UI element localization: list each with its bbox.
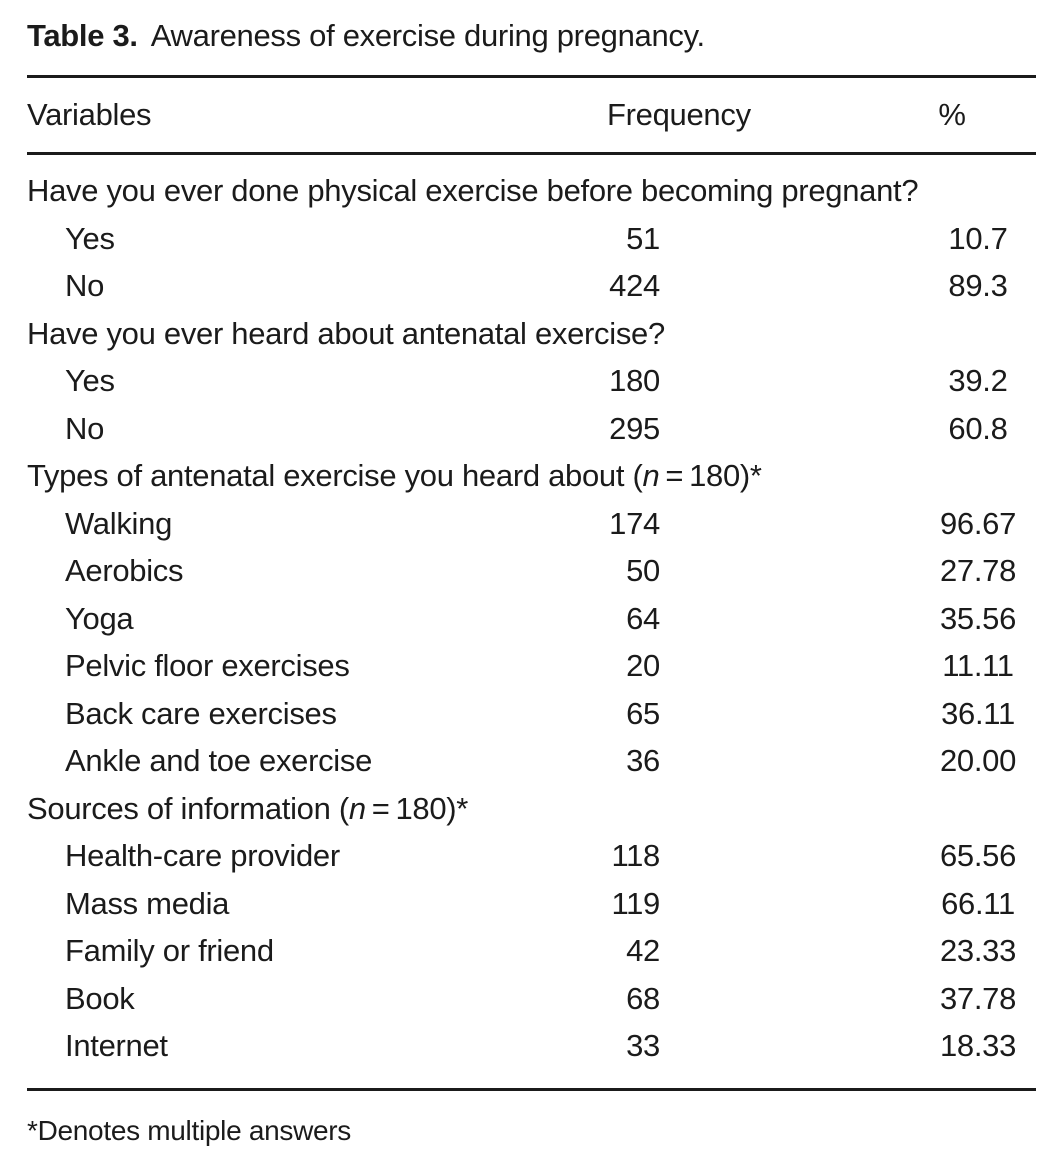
variable-cell: [27, 880, 527, 928]
table-footnote: *Denotes multiple answers: [27, 1114, 351, 1146]
section-header-row: [27, 785, 1036, 833]
table-row: [27, 1022, 1036, 1089]
percent-cell: [747, 595, 1036, 643]
percent-cell: [747, 927, 1036, 975]
frequency-cell: [527, 595, 747, 643]
table-caption: [27, 16, 1036, 56]
variable-cell: [27, 595, 527, 643]
percent-value: 37.78: [939, 980, 1017, 1016]
frequency-cell: [527, 500, 747, 548]
frequency-cell: [527, 262, 747, 310]
percent-cell: [747, 500, 1036, 548]
table-row: [27, 690, 1036, 738]
variable-label: Yoga: [65, 600, 134, 636]
frequency-value: 50: [626, 553, 660, 588]
percent-cell: [747, 215, 1036, 263]
frequency-cell: [527, 215, 747, 263]
variable-cell: [27, 215, 527, 263]
section-header-cell: [27, 154, 1036, 215]
table-header: [27, 77, 1036, 154]
frequency-cell: [527, 357, 747, 405]
percent-value: 23.33: [939, 933, 1017, 968]
percent-value: 11.11: [942, 648, 1014, 683]
section-header-cell: [27, 785, 1036, 833]
variable-cell: [27, 690, 527, 738]
table-row: [27, 500, 1036, 548]
frequency-cell: [527, 880, 747, 928]
frequency-cell: [527, 975, 747, 1023]
variable-label: Health-care provider: [65, 838, 340, 873]
variable-cell: [27, 262, 527, 310]
section-header-row: [27, 310, 1036, 358]
table-row: [27, 405, 1036, 453]
percent-cell: [747, 642, 1036, 690]
variable-cell: [27, 642, 527, 690]
section-header-label: Sources of information (: [27, 790, 349, 826]
percent-value: 10.7: [948, 220, 1008, 256]
column-header-percent: [747, 77, 1036, 154]
variable-label: Internet: [65, 1028, 168, 1063]
frequency-value: 36: [626, 743, 660, 778]
frequency-value: 174: [609, 505, 660, 541]
column-header-frequency: [527, 77, 751, 154]
column-header-frequency-label: Frequency: [607, 97, 751, 132]
table-row: [27, 737, 1036, 785]
percent-cell: [747, 547, 1036, 595]
section-header-label: Types of antenatal exercise you heard about (: [27, 458, 643, 493]
variable-label: Book: [65, 980, 135, 1016]
percent-value: 60.8: [948, 410, 1008, 446]
section-header-label: Have you ever done physical exercise before becoming pregnant?: [27, 173, 919, 208]
section-header-cell: [27, 452, 1036, 500]
column-header-percent-label: %: [938, 97, 966, 132]
frequency-value: 64: [626, 600, 660, 636]
frequency-cell: [527, 832, 747, 880]
variable-label: Back care exercises: [65, 695, 337, 731]
percent-cell: [747, 405, 1036, 453]
table-row: [27, 547, 1036, 595]
variable-label: Yes: [65, 363, 115, 398]
percent-value: 35.56: [939, 600, 1017, 636]
variable-label: Mass media: [65, 885, 230, 921]
variable-cell: [27, 547, 527, 595]
frequency-value: 20: [626, 648, 660, 683]
variable-cell: [27, 1022, 527, 1089]
frequency-cell: [527, 1022, 747, 1089]
variable-label: No: [65, 410, 105, 446]
variable-cell: [27, 927, 527, 975]
table-body: [27, 154, 1036, 1090]
section-header-row: [27, 452, 1036, 500]
frequency-cell: [527, 690, 747, 738]
variable-cell: [27, 357, 527, 405]
variable-cell: [27, 737, 527, 785]
section-header-label-post: = 180)*: [659, 458, 762, 493]
variable-cell: [27, 405, 527, 453]
frequency-value: 68: [626, 980, 660, 1016]
percent-value: 66.11: [941, 885, 1015, 921]
table-row: [27, 880, 1036, 928]
percent-cell: [747, 975, 1036, 1023]
percent-value: 39.2: [948, 363, 1008, 398]
table-row: [27, 357, 1036, 405]
frequency-value: 42: [626, 933, 660, 968]
frequency-cell: [527, 547, 747, 595]
header-row: [27, 77, 1036, 154]
percent-cell: [747, 357, 1036, 405]
percent-cell: [747, 832, 1036, 880]
frequency-cell: [527, 405, 747, 453]
variable-label: Aerobics: [65, 553, 184, 588]
frequency-value: 51: [626, 220, 660, 256]
percent-cell: [747, 1022, 1036, 1089]
table-row: [27, 642, 1036, 690]
percent-value: 65.56: [939, 838, 1017, 873]
table-title-text: Awareness of exercise during pregnancy.: [150, 18, 705, 53]
percent-cell: [747, 880, 1036, 928]
percent-cell: [747, 737, 1036, 785]
percent-value: 20.00: [939, 743, 1017, 778]
table-row: [27, 927, 1036, 975]
variable-cell: [27, 500, 527, 548]
table-row: [27, 595, 1036, 643]
frequency-value: 180: [609, 363, 660, 398]
frequency-value: 65: [626, 695, 660, 731]
table-row: [27, 975, 1036, 1023]
frequency-value: 33: [626, 1028, 660, 1063]
n-symbol: n: [642, 458, 660, 493]
percent-value: 96.67: [939, 505, 1017, 541]
table-row: [27, 832, 1036, 880]
percent-value: 36.11: [941, 695, 1015, 731]
n-symbol: n: [348, 790, 366, 826]
percent-value: 89.3: [948, 268, 1008, 303]
variable-label: Ankle and toe exercise: [65, 743, 373, 778]
variable-label: Family or friend: [65, 933, 274, 968]
section-header-cell: [27, 310, 1036, 358]
frequency-cell: [527, 927, 747, 975]
variable-label: Pelvic floor exercises: [65, 648, 350, 683]
variable-label: Walking: [65, 505, 173, 541]
section-header-row: [27, 154, 1036, 215]
frequency-value: 295: [609, 410, 660, 446]
frequency-value: 118: [611, 838, 660, 873]
table-number: Table 3.: [27, 18, 138, 53]
awareness-table: [27, 75, 1036, 1091]
section-header-label-post: = 180)*: [365, 790, 469, 826]
frequency-cell: [527, 642, 747, 690]
variable-label: No: [65, 268, 105, 303]
percent-cell: [747, 690, 1036, 738]
percent-cell: [747, 262, 1036, 310]
percent-value: 18.33: [939, 1028, 1017, 1063]
variable-cell: [27, 975, 527, 1023]
section-header-label: Have you ever heard about antenatal exercise?: [27, 315, 665, 351]
table-row: [27, 215, 1036, 263]
frequency-value: 119: [611, 885, 660, 921]
column-header-variables-label: Variables: [27, 97, 152, 132]
variable-label: Yes: [65, 220, 115, 256]
column-header-variables: [27, 77, 527, 154]
frequency-cell: [527, 737, 747, 785]
percent-value: 27.78: [939, 553, 1017, 588]
table-row: [27, 262, 1036, 310]
frequency-value: 424: [609, 268, 660, 303]
variable-cell: [27, 832, 527, 880]
